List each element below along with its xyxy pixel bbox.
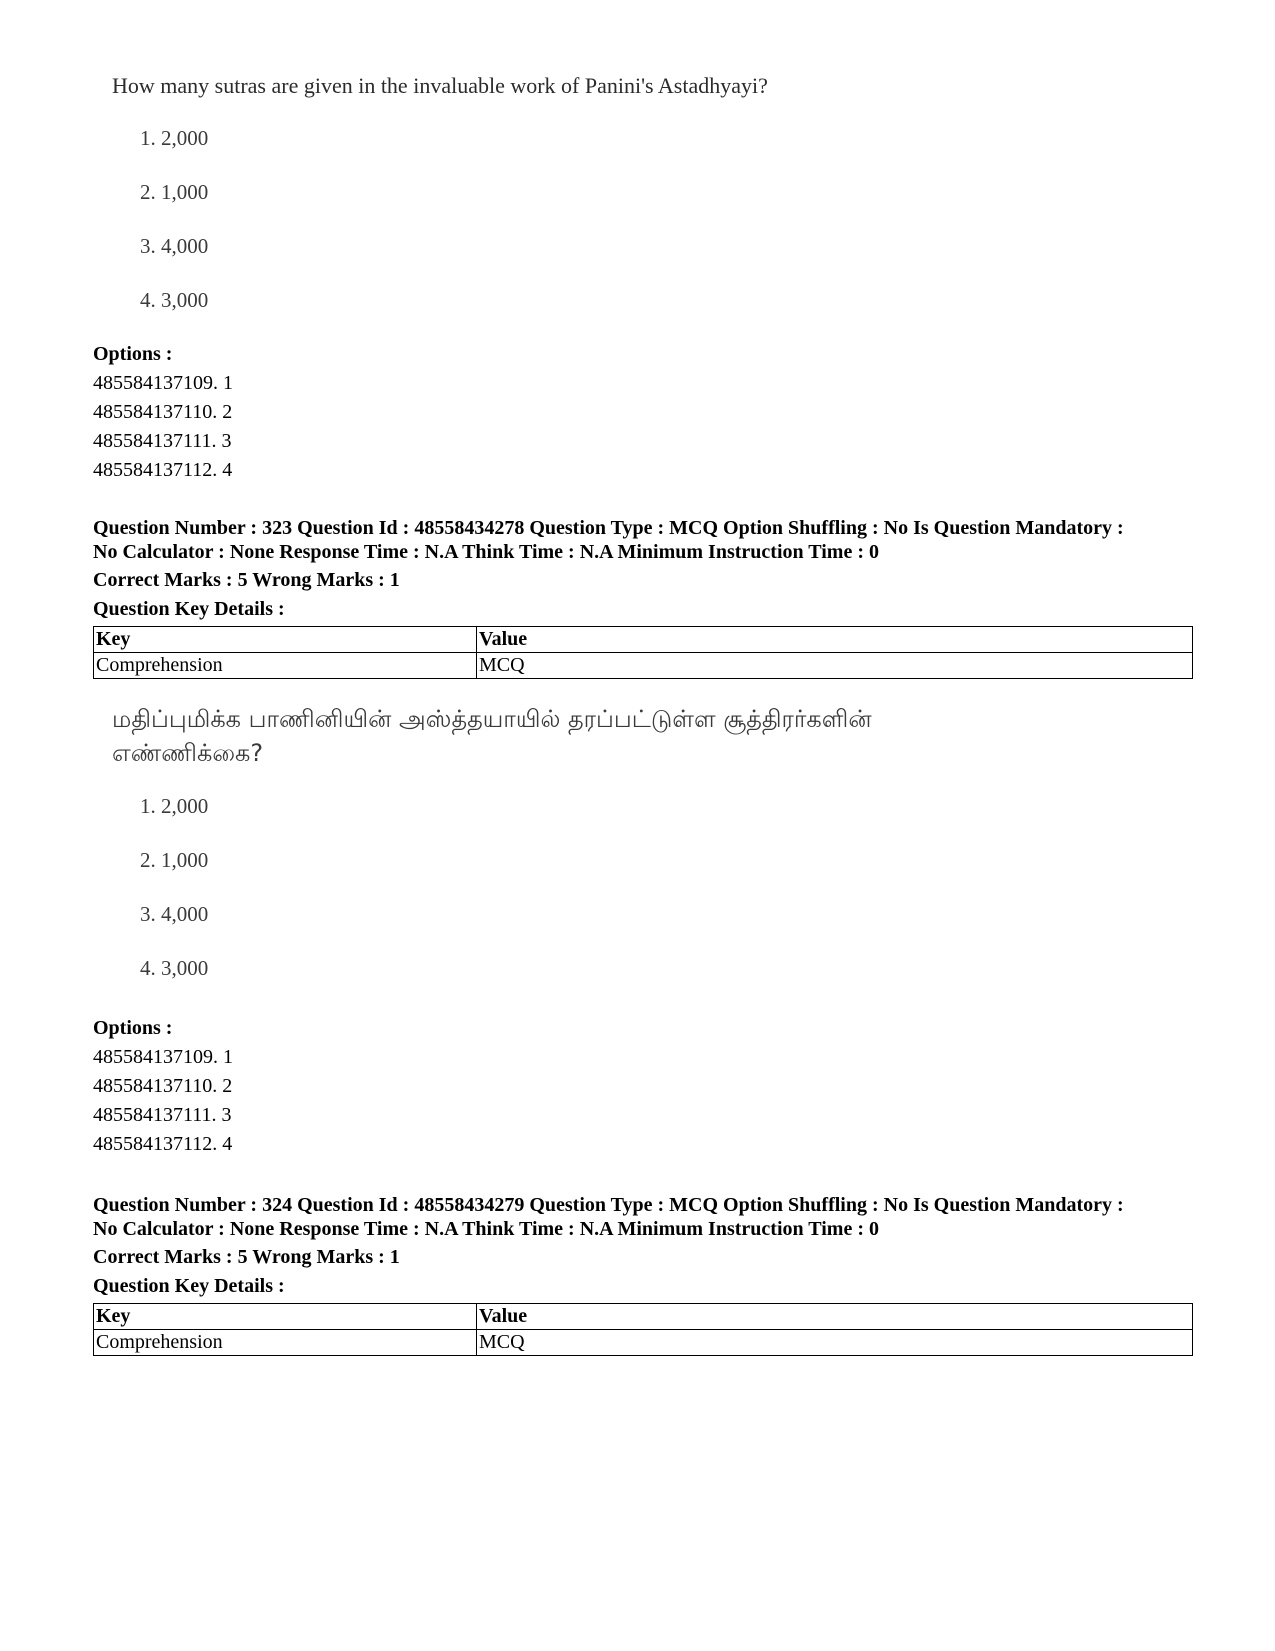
choice-item: 3. 4,000 <box>140 234 209 258</box>
question-meta-line: Question Number : 323 Question Id : 48558434278 Question Type : MCQ Option Shuffling : No Is Question Mandatory : <box>93 517 1124 539</box>
choice-item: 4. 3,000 <box>140 288 209 312</box>
question-text: How many sutras are given in the invaluable work of Panini's Astadhyayi? <box>112 73 768 98</box>
table-header-cell: Value <box>477 627 1193 653</box>
choice-item: 3. 4,000 <box>140 902 209 926</box>
table-cell: MCQ <box>477 1330 1193 1356</box>
option-id-line: 485584137110. 2 <box>93 1075 233 1097</box>
question-image-tamil <box>100 702 1080 1004</box>
question-header <box>93 516 1193 679</box>
options-block <box>93 1014 1193 1159</box>
table-header-row <box>94 1304 1193 1330</box>
choice-item: 1. 2,000 <box>140 794 209 818</box>
table-cell: Comprehension <box>94 653 477 679</box>
table-header-cell: Value <box>477 1304 1193 1330</box>
options-block <box>93 340 1193 485</box>
marks-line: Correct Marks : 5 Wrong Marks : 1 <box>93 569 400 591</box>
question-meta-line: No Calculator : None Response Time : N.A Think Time : N.A Minimum Instruction Time : 0 <box>93 541 879 563</box>
choice-item: 1. 2,000 <box>140 126 209 150</box>
option-id-line: 485584137109. 1 <box>93 372 233 394</box>
choice-item: 4. 3,000 <box>140 956 209 980</box>
choice-list <box>100 788 1080 1004</box>
question-image-english <box>100 70 1080 336</box>
option-id-line: 485584137111. 3 <box>93 430 232 452</box>
options-label: Options : <box>93 1017 173 1039</box>
table-cell: MCQ <box>477 653 1193 679</box>
table-row <box>94 1330 1193 1356</box>
key-details-label: Question Key Details : <box>93 1275 285 1297</box>
choice-item: 2. 1,000 <box>140 180 209 204</box>
option-id-line: 485584137111. 3 <box>93 1104 232 1126</box>
options-label: Options : <box>93 343 173 365</box>
marks-line: Correct Marks : 5 Wrong Marks : 1 <box>93 1246 400 1268</box>
option-id-line: 485584137112. 4 <box>93 459 233 481</box>
option-id-line: 485584137110. 2 <box>93 401 233 423</box>
choice-list <box>100 120 1080 336</box>
table-row <box>94 653 1193 679</box>
choice-item: 2. 1,000 <box>140 848 209 872</box>
table-header-cell: Key <box>94 627 477 653</box>
question-meta-line: Question Number : 324 Question Id : 48558434279 Question Type : MCQ Option Shuffling : No Is Question Mandatory : <box>93 1194 1124 1216</box>
table-header-row <box>94 627 1193 653</box>
option-id-line: 485584137112. 4 <box>93 1133 233 1155</box>
question-header <box>93 1193 1193 1356</box>
key-details-table <box>93 1303 1193 1356</box>
table-header-cell: Key <box>94 1304 477 1330</box>
option-id-line: 485584137109. 1 <box>93 1046 233 1068</box>
question-text-line: மதிப்புமிக்க பாணினியின் அஸ்த்தயாயில் தரப்பட்டுள்ள சூத்திரர்களின் <box>112 705 872 733</box>
question-text-line: எண்ணிக்கை? <box>112 739 264 767</box>
question-meta-line: No Calculator : None Response Time : N.A Think Time : N.A Minimum Instruction Time : 0 <box>93 1218 879 1240</box>
key-details-label: Question Key Details : <box>93 598 285 620</box>
table-cell: Comprehension <box>94 1330 477 1356</box>
key-details-table <box>93 626 1193 679</box>
